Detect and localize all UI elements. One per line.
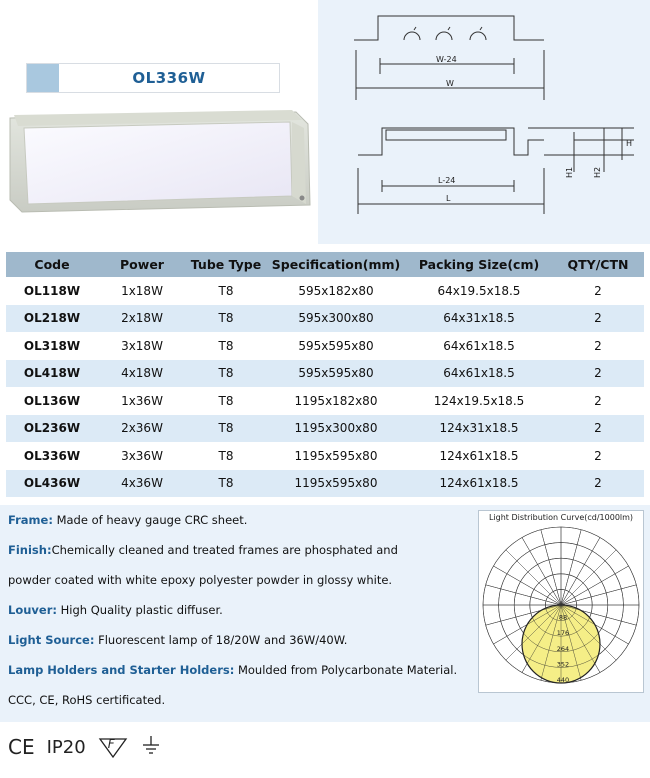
cell-power: 1x18W: [121, 283, 163, 298]
dim-l24: L-24: [438, 176, 456, 185]
feature-finish-cont: [8, 573, 472, 588]
cell-tube: T8: [218, 338, 234, 353]
polar-ring-label: 88: [558, 613, 568, 622]
cell-qty: 2: [552, 305, 644, 333]
col-tube-type: Tube Type: [186, 252, 266, 277]
col-packing-size: Packing Size(cm): [406, 252, 552, 277]
feature-holders: [8, 663, 472, 678]
cell-packing: 124x61x18.5: [439, 448, 519, 463]
cell-spec: 595x595x80: [266, 360, 406, 388]
cell-spec: 1195x595x80: [266, 470, 406, 498]
cell-qty: 2: [594, 448, 602, 463]
cell-qty: 2: [594, 338, 602, 353]
cell-packing: 64x61x18.5: [443, 338, 515, 353]
finish-text-1: Chemically cleaned and treated frames are phosphated and: [51, 543, 398, 557]
cell-packing: 124x61x18.5: [406, 470, 552, 498]
cell-power: 2x36W: [98, 415, 186, 443]
cell-power: 1x36W: [121, 393, 163, 408]
cell-qty: 2: [594, 283, 602, 298]
model-title: OL336W: [132, 69, 206, 87]
feature-light-source: [8, 633, 472, 648]
cell-code: OL118W: [23, 283, 81, 298]
polar-chart-panel: [472, 505, 650, 722]
louver-label: Louver:: [8, 603, 57, 617]
table-row: [6, 305, 644, 333]
cell-spec: 1195x300x80: [266, 415, 406, 443]
features-panel: [0, 505, 472, 722]
feature-certification: [8, 693, 472, 708]
cell-tube: T8: [186, 305, 266, 333]
table-row: [6, 332, 644, 360]
cell-qty: 2: [552, 470, 644, 498]
polar-chart-svg: [479, 523, 643, 691]
table-row: [6, 470, 644, 498]
louver-text: High Quality plastic diffuser.: [56, 603, 223, 617]
cell-code: OL236W: [6, 415, 98, 443]
polar-chart: [478, 510, 644, 693]
col-specification: Specification(mm): [266, 252, 406, 277]
table-row: [6, 387, 644, 415]
cell-packing: 64x61x18.5: [406, 360, 552, 388]
certification-marks: [8, 734, 162, 760]
cell-packing: 124x31x18.5: [406, 415, 552, 443]
dim-w24: W-24: [436, 55, 457, 64]
dim-h1: H1: [565, 166, 575, 179]
cell-code: OL336W: [23, 448, 81, 463]
frame-text: Made of heavy gauge CRC sheet.: [52, 513, 248, 527]
cell-tube: T8: [186, 415, 266, 443]
cell-qty: 2: [552, 360, 644, 388]
cert-text: CCC, CE, RoHS certificated.: [8, 693, 166, 707]
cell-spec: 595x300x80: [266, 305, 406, 333]
luminaire-photo: [0, 0, 318, 248]
holders-label: Lamp Holders and Starter Holders:: [8, 663, 235, 677]
cell-power: 4x18W: [98, 360, 186, 388]
cell-tube: T8: [186, 470, 266, 498]
cell-power: 3x36W: [121, 448, 163, 463]
technical-drawing: [318, 0, 650, 244]
cell-code: OL136W: [23, 393, 81, 408]
cell-qty: 2: [552, 415, 644, 443]
cell-power: 3x18W: [121, 338, 163, 353]
col-power: Power: [98, 252, 186, 277]
feature-finish: [8, 543, 472, 558]
cell-code: OL318W: [23, 338, 81, 353]
frame-label: Frame:: [8, 513, 53, 527]
polar-chart-title: Light Distribution Curve(cd/1000lm): [488, 513, 634, 522]
finish-label: Finish:: [8, 543, 52, 557]
cell-code: OL218W: [6, 305, 98, 333]
cell-qty: 2: [594, 393, 602, 408]
polar-ring-label: 264: [556, 644, 570, 653]
feature-louver: [8, 603, 472, 618]
dim-h2: H2: [593, 166, 603, 179]
source-label: Light Source:: [8, 633, 95, 647]
finish-text-2: powder coated with white epoxy polyester powder in glossy white.: [8, 573, 393, 587]
title-color-swatch: [27, 64, 59, 92]
dim-h: H: [626, 139, 633, 148]
cell-power: 2x18W: [98, 305, 186, 333]
cell-packing: 124x19.5x18.5: [433, 393, 525, 408]
ip-rating: IP20: [46, 736, 86, 758]
dim-w: W: [446, 79, 454, 88]
holders-text: Moulded from Polycarbonate Material.: [234, 663, 458, 677]
ground-icon: [140, 734, 162, 761]
dim-l: L: [446, 194, 451, 203]
col-qty: QTY/CTN: [552, 252, 644, 277]
feature-frame: [8, 513, 472, 528]
polar-ring-label: 176: [556, 629, 570, 638]
table-row: [6, 360, 644, 388]
cell-spec: 595x595x80: [298, 338, 374, 353]
ce-mark-icon: CE: [8, 735, 35, 759]
cell-spec: 595x182x80: [298, 283, 374, 298]
spec-table: [6, 252, 644, 497]
cell-tube: T8: [186, 360, 266, 388]
cell-packing: 64x19.5x18.5: [437, 283, 521, 298]
col-code: Code: [6, 252, 98, 277]
polar-ring-label: 440: [556, 676, 570, 684]
table-header-row: [6, 252, 644, 277]
cell-tube: T8: [218, 448, 234, 463]
cell-power: 4x36W: [98, 470, 186, 498]
table-row: [6, 277, 644, 305]
cell-packing: 64x31x18.5: [406, 305, 552, 333]
source-text: Fluorescent lamp of 18/20W and 36W/40W.: [94, 633, 348, 647]
polar-ring-label: 352: [556, 660, 570, 669]
table-row: [6, 442, 644, 470]
cell-code: OL418W: [6, 360, 98, 388]
cell-code: OL436W: [6, 470, 98, 498]
table-row: [6, 415, 644, 443]
cell-spec: 1195x182x80: [294, 393, 378, 408]
model-title-bar: [26, 63, 280, 93]
cell-tube: T8: [218, 283, 234, 298]
product-image-area: [0, 0, 318, 248]
cell-spec: 1195x595x80: [294, 448, 378, 463]
cell-tube: T8: [218, 393, 234, 408]
f-mark-icon: F: [98, 736, 128, 758]
